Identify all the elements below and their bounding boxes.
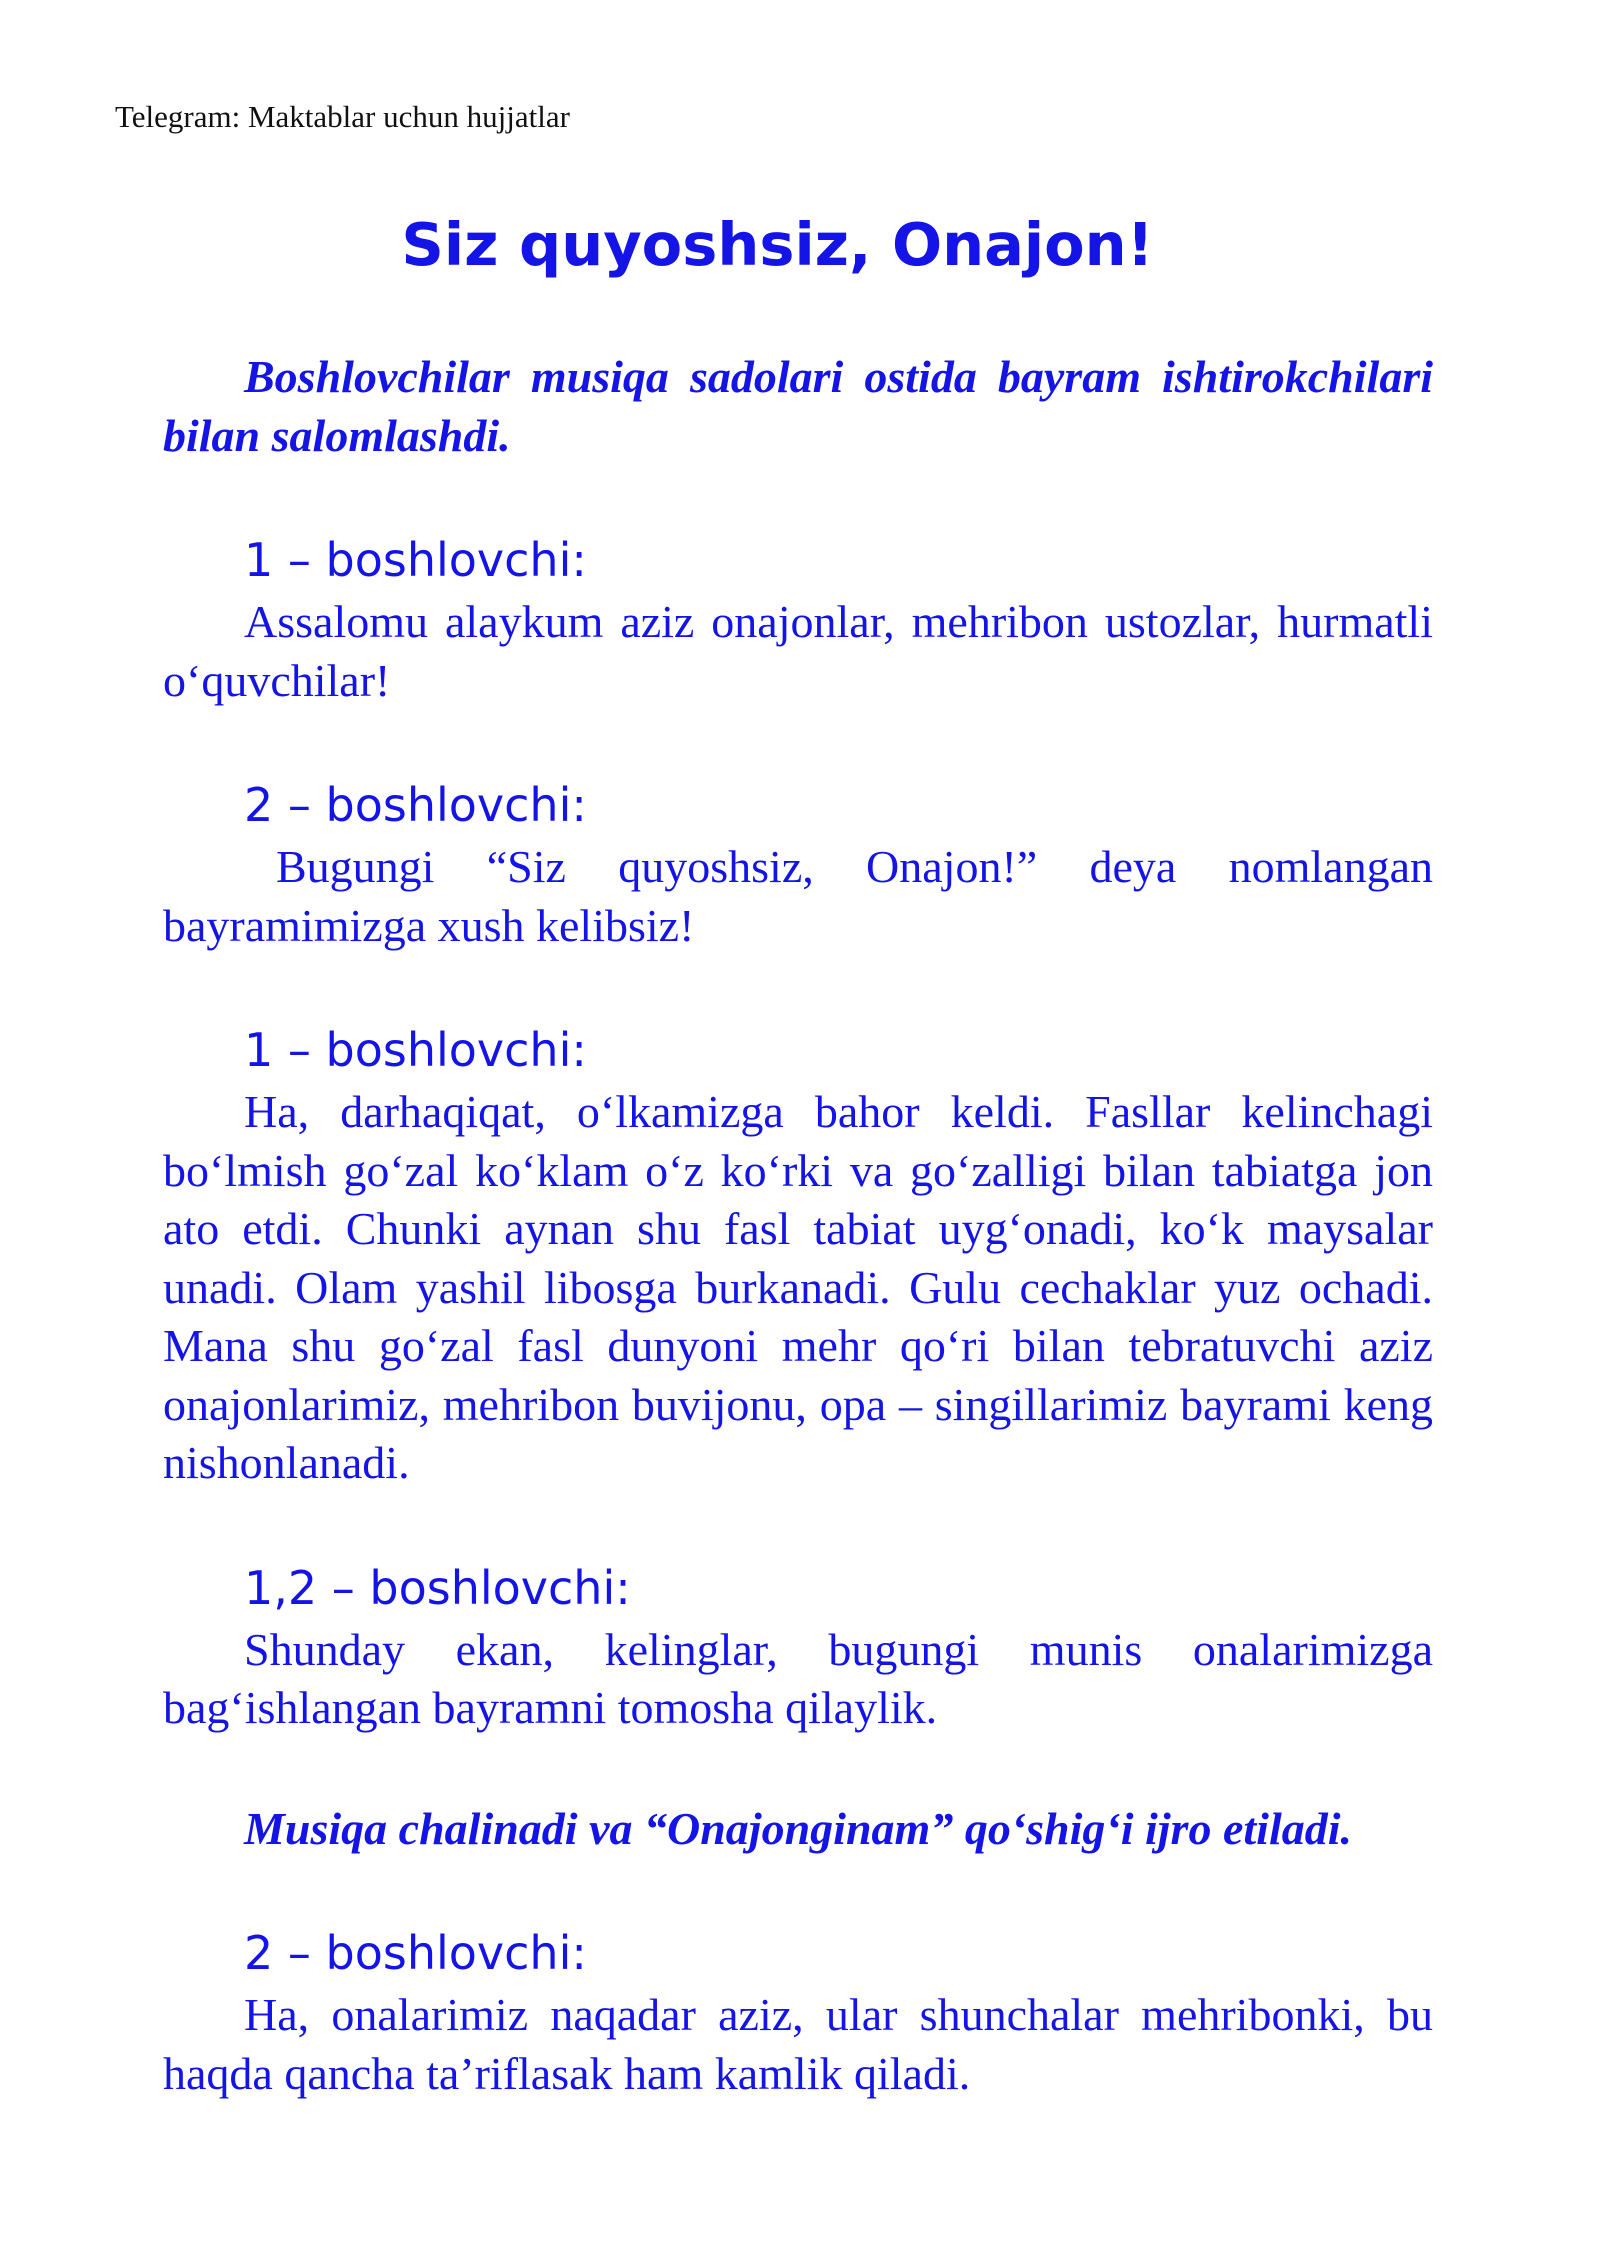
spacer (163, 1493, 1433, 1555)
header-note: Telegram: Maktablar uchun hujjatlar (115, 99, 570, 134)
stage-direction: Musiqa chalinadi va “Onajonginam” qo‘shig‘i ijro etiladi. (244, 1802, 1352, 1854)
speech-paragraph: Ha, darhaqiqat, o‘lkamizga bahor keldi. Fasllar kelinchagi bo‘lmish go‘zal ko‘klam o‘z ko‘rki va go‘zalligi bilan tabiatga jon ato etdi. Chunki aynan shu fasl tabiat uyg‘onadi, ko‘k maysalar unadi. Olam yashil libosga burkanadi. Gulu cechaklar yuz ochadi. Mana shu go‘zal fasl dunyoni mehr qo‘ri bilan tebratuvchi aziz onajonlarimiz, mehribon buvijonu, opa – singillarimiz bayrami keng nishonlanadi. (163, 1086, 1433, 1488)
speaker-label: 1,2 – boshlovchi: (244, 1560, 631, 1615)
stage-direction: Boshlovchilar musiqa sadolari ostida bayram ishtirokchilari bilan salomlashdi. (163, 351, 1433, 461)
speaker-label: 2 – boshlovchi: (244, 778, 587, 832)
speech-paragraph: Shunday ekan, kelinglar, bugungi munis onalarimizga bag‘ishlangan bayramni tomosha qilaylik. (163, 1623, 1433, 1733)
speech-paragraph: Bugungi “Siz quyoshsiz, Onajon!” deya nomlangan bayramimizga xush kelibsiz! (163, 841, 1433, 951)
document-title: Siz quyoshsiz, Onajon! (401, 210, 1154, 279)
speaker-label: 1 – boshlovchi: (244, 1023, 587, 1077)
speaker-label: 2 – boshlovchi: (244, 1926, 587, 1980)
spacer (163, 1858, 1433, 1920)
spacer (163, 465, 1433, 527)
spacer (163, 955, 1433, 1017)
spacer (163, 1738, 1433, 1800)
speech-paragraph: Assalomu alaykum aziz onajonlar, mehribon ustozlar, hurmatli o‘quvchilar! (163, 596, 1433, 706)
speaker-label: 1 – boshlovchi: (244, 533, 587, 587)
document-body (163, 348, 1433, 2103)
spacer (163, 710, 1433, 772)
speech-paragraph: Ha, onalarimiz naqadar aziz, ular shunchalar mehribonki, bu haqda qancha ta’riflasak ham kamlik qiladi. (163, 1989, 1433, 2099)
